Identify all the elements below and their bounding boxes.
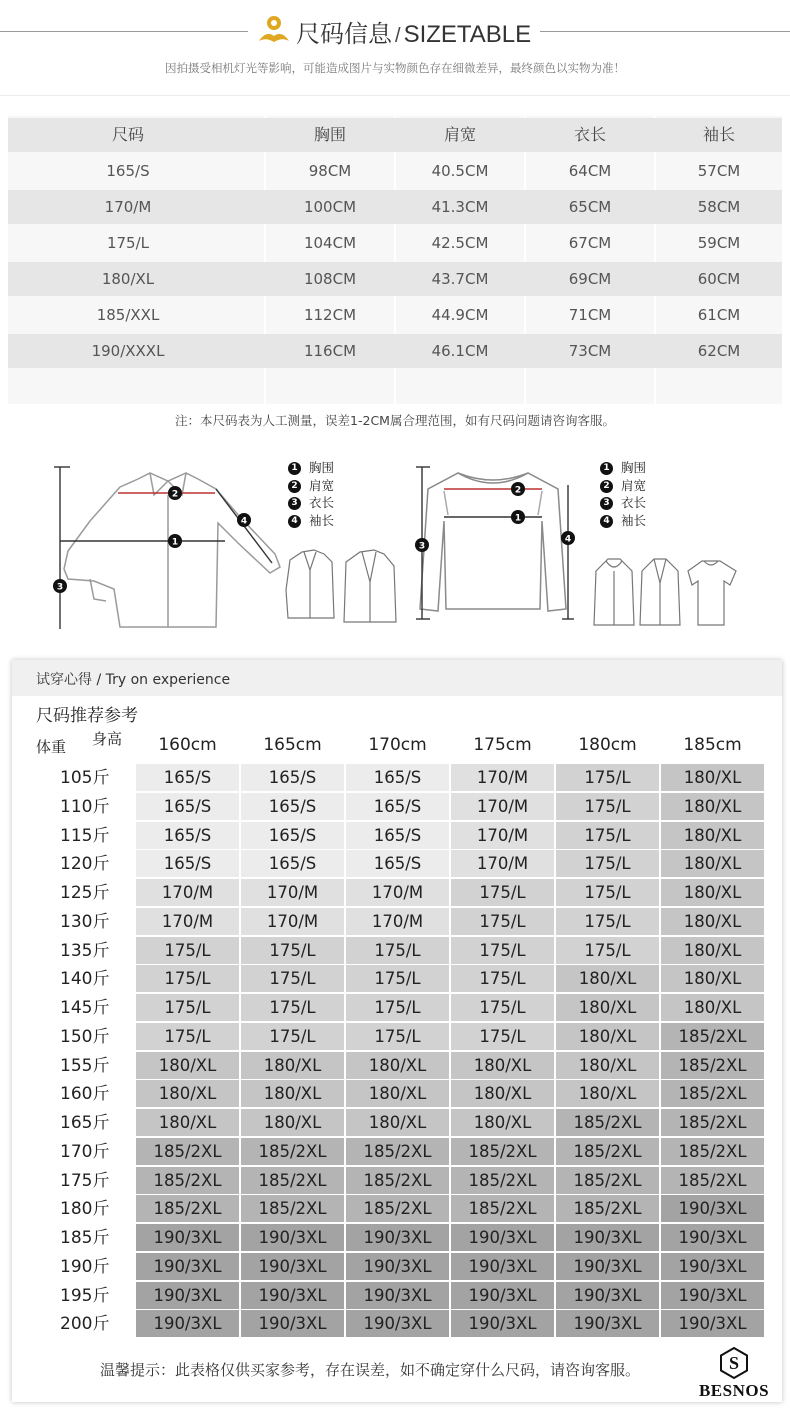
size-recommend-cell: 185/2XL: [451, 1138, 554, 1165]
height-column-header: 180cm: [578, 735, 637, 755]
size-recommend-cell: 175/L: [556, 879, 659, 906]
size-recommend-cell: 170/M: [136, 879, 239, 906]
size-recommend-cell: 185/2XL: [346, 1195, 449, 1222]
size-recommend-cell: 170/M: [451, 764, 554, 791]
size-recommend-cell: 180/XL: [241, 1080, 344, 1107]
size-table-header: [8, 118, 782, 152]
size-recommend-cell: 170/M: [241, 908, 344, 935]
try-on-title: 试穿心得 / Try on experience: [36, 672, 231, 688]
size-recommend-cell: 175/L: [346, 1023, 449, 1050]
size-recommend-cell: 190/3XL: [241, 1253, 344, 1280]
size-recommend-cell: 190/3XL: [451, 1310, 554, 1337]
size-table-header-cell: 袖长: [702, 125, 735, 144]
size-recommend-cell: 190/3XL: [136, 1282, 239, 1309]
size-table-cell: 170/M: [104, 198, 152, 216]
size-recommend-cell: 170/M: [451, 850, 554, 877]
weight-row-label: 195斤: [60, 1285, 110, 1306]
size-table-header-cell: 衣长: [573, 125, 606, 144]
size-recommend-cell: 165/S: [241, 850, 344, 877]
size-recommend-cell: 180/XL: [661, 879, 764, 906]
size-recommend-cell: 185/2XL: [346, 1167, 449, 1194]
legend-num-icon: 4: [600, 515, 613, 528]
legend-label: 衣长: [621, 495, 647, 510]
size-table-cell: 100CM: [303, 198, 357, 216]
size-recommend-cell: 170/M: [346, 908, 449, 935]
brand-name: BESNOS: [698, 1381, 770, 1400]
size-recommend-cell: 190/3XL: [346, 1282, 449, 1309]
legend-label: 胸围: [309, 460, 335, 475]
size-table-cell: 42.5CM: [431, 234, 489, 252]
size-recommend-cell: 180/XL: [451, 1080, 554, 1107]
size-table-cell: 67CM: [568, 234, 612, 252]
size-recommend-cell: 190/3XL: [556, 1253, 659, 1280]
size-recommend-cell: 190/3XL: [136, 1310, 239, 1337]
size-recommend-cell: 170/M: [346, 879, 449, 906]
size-recommend-cell: 175/L: [241, 994, 344, 1021]
size-recommend-cell: 175/L: [556, 937, 659, 964]
legend-item: [288, 477, 334, 495]
svg-text:4: 4: [240, 516, 248, 527]
size-table-cell: 104CM: [303, 234, 357, 252]
size-recommend-cell: 175/L: [136, 994, 239, 1021]
size-recommend-cell: 185/2XL: [661, 1109, 764, 1136]
size-table-header-cell: 尺码: [111, 125, 144, 144]
size-recommend-cell: 185/2XL: [136, 1138, 239, 1165]
height-column-header: 165cm: [263, 735, 322, 755]
size-recommend-cell: 180/XL: [661, 994, 764, 1021]
size-recommend-cell: 170/M: [241, 879, 344, 906]
size-recommend-cell: 175/L: [451, 1023, 554, 1050]
size-recommend-cell: 175/L: [451, 879, 554, 906]
size-table-row: [8, 226, 782, 260]
size-recommend-cell: 185/2XL: [346, 1138, 449, 1165]
weight-row-label: 130斤: [60, 911, 110, 932]
size-table-row: [8, 298, 782, 332]
title-en: SIZETABLE: [403, 21, 532, 48]
size-recommend-cell: 165/S: [136, 822, 239, 849]
size-table-cell: 40.5CM: [431, 162, 489, 180]
size-recommend-cell: 175/L: [556, 908, 659, 935]
size-recommend-cell: 190/3XL: [556, 1310, 659, 1337]
shirt-diagram: [50, 459, 290, 629]
header-rule-left: [0, 31, 248, 32]
size-recommend-cell: 185/2XL: [556, 1195, 659, 1222]
size-recommend-cell: 175/L: [346, 965, 449, 992]
size-table-cell: 73CM: [568, 342, 612, 360]
size-recommend-cell: 185/2XL: [661, 1080, 764, 1107]
legend-item: [600, 459, 646, 477]
size-recommend-cell: 165/S: [136, 850, 239, 877]
size-recommend-cell: 190/3XL: [346, 1310, 449, 1337]
weight-row-label: 200斤: [60, 1314, 110, 1335]
size-recommend-cell: 190/3XL: [661, 1282, 764, 1309]
size-table-row: [8, 154, 782, 188]
jackets-sketch: [280, 540, 400, 630]
try-on-section: [12, 660, 782, 1402]
size-recommend-cell: 170/M: [136, 908, 239, 935]
legend-label: 袖长: [621, 512, 647, 528]
size-table-cell: 65CM: [568, 198, 612, 216]
header-subtitle: 因拍摄受相机灯光等影响，可能造成图片与实物颜色存在细微差异，最终颜色以实物为准！: [165, 61, 625, 75]
size-table-cell: 112CM: [303, 306, 357, 324]
size-table-cell: 180/XL: [101, 270, 155, 288]
size-recommend-cell: 180/XL: [661, 965, 764, 992]
size-recommend-cell: 180/XL: [556, 1080, 659, 1107]
size-recommend-cell: 180/XL: [661, 908, 764, 935]
size-table-cell: 41.3CM: [431, 198, 489, 216]
svg-text:2: 2: [514, 485, 522, 496]
size-recommend-cell: 190/3XL: [346, 1224, 449, 1251]
size-table-row: [8, 190, 782, 224]
size-recommend-cell: 185/2XL: [136, 1195, 239, 1222]
gold-hanger-icon: [256, 12, 292, 48]
size-recommend-cell: 185/2XL: [556, 1109, 659, 1136]
size-recommend-cell: 180/XL: [556, 994, 659, 1021]
size-recommend-cell: 175/L: [136, 937, 239, 964]
weight-row-label: 145斤: [60, 998, 110, 1018]
size-recommend-cell: 185/2XL: [136, 1167, 239, 1194]
weight-row-label: 150斤: [60, 1026, 110, 1047]
size-table-cell: 62CM: [697, 342, 741, 360]
size-recommend-cell: 165/S: [346, 764, 449, 791]
weight-row-label: 180斤: [60, 1199, 110, 1220]
page-header: [0, 0, 790, 100]
legend-label: 衣长: [309, 495, 335, 510]
svg-text:2: 2: [171, 489, 179, 500]
size-recommend-cell: 180/XL: [136, 1080, 239, 1107]
size-recommend-cell: 180/XL: [346, 1052, 449, 1079]
title-cn: 尺码信息: [296, 21, 392, 48]
size-recommend-cell: 180/XL: [346, 1080, 449, 1107]
legend-num-icon: 3: [600, 497, 613, 510]
size-recommend-cell: 165/S: [346, 822, 449, 849]
size-recommend-cell: 175/L: [556, 764, 659, 791]
size-recommend-cell: 185/2XL: [661, 1167, 764, 1194]
weight-row-label: 125斤: [60, 883, 110, 903]
size-recommend-cell: 180/XL: [136, 1052, 239, 1079]
size-recommend-cell: 175/L: [556, 793, 659, 820]
weight-row-label: 140斤: [60, 969, 110, 990]
size-table-cell: 116CM: [303, 342, 357, 360]
size-recommend-cell: 180/XL: [346, 1109, 449, 1136]
size-recommend-cell: 180/XL: [451, 1109, 554, 1136]
weight-row-label: 135斤: [60, 940, 110, 961]
height-column-header: 185cm: [683, 735, 742, 755]
weight-row-label: 190斤: [60, 1256, 110, 1277]
size-recommend-cell: 165/S: [241, 793, 344, 820]
size-recommend-cell: 175/L: [451, 908, 554, 935]
size-recommend-cell: 190/3XL: [661, 1310, 764, 1337]
legend-num-icon: 3: [288, 497, 301, 510]
measurement-illustrations: [0, 445, 790, 645]
height-column-header: 175cm: [473, 735, 532, 755]
size-table-cell: 57CM: [697, 162, 741, 180]
size-recommend-cell: 185/2XL: [451, 1195, 554, 1222]
size-recommend-cell: 185/2XL: [241, 1195, 344, 1222]
title-separator: /: [395, 25, 401, 47]
size-table-cell: 43.7CM: [431, 270, 489, 288]
tops-sketch: [590, 553, 742, 633]
size-recommend-cell: 175/L: [136, 1023, 239, 1050]
size-recommend-cell: 190/3XL: [451, 1224, 554, 1251]
size-table-header-cell: 肩宽: [443, 125, 476, 144]
size-table-cell: 165/S: [106, 162, 150, 180]
legend-num-icon: 2: [600, 480, 613, 493]
size-recommend-cell: 180/XL: [136, 1109, 239, 1136]
legend-num-icon: 4: [288, 515, 301, 528]
size-recommend-cell: 190/3XL: [556, 1224, 659, 1251]
size-recommend-cell: 165/S: [241, 822, 344, 849]
header-divider: [0, 95, 790, 96]
size-table: [8, 116, 782, 404]
size-table-row: [8, 262, 782, 296]
size-table-cell: 64CM: [568, 162, 612, 180]
size-recommend-cell: 185/2XL: [661, 1138, 764, 1165]
page-title: [296, 14, 531, 48]
size-table-cell: 175/L: [106, 234, 150, 252]
size-recommend-cell: 175/L: [556, 850, 659, 877]
legend-num-icon: 2: [288, 480, 301, 493]
weight-row-label: 165斤: [60, 1113, 110, 1133]
size-table-cell: 58CM: [697, 198, 741, 216]
size-recommend-cell: 170/M: [451, 822, 554, 849]
size-recommend-cell: 190/3XL: [241, 1310, 344, 1337]
size-recommend-cell: 165/S: [346, 793, 449, 820]
legend-num-icon: 1: [288, 462, 301, 475]
legend-label: 肩宽: [309, 477, 335, 493]
size-recommend-cell: 185/2XL: [451, 1167, 554, 1194]
size-recommend-cell: 180/XL: [661, 764, 764, 791]
size-recommend-cell: 175/L: [451, 965, 554, 992]
size-recommend-cell: 175/L: [241, 937, 344, 964]
size-recommend-cell: 190/3XL: [241, 1282, 344, 1309]
height-column-header: 170cm: [368, 735, 427, 755]
size-recommend-cell: 180/XL: [661, 850, 764, 877]
size-recommend-cell: 185/2XL: [661, 1052, 764, 1079]
svg-text:1: 1: [171, 537, 179, 548]
footer-tip: 温馨提示：此表格仅供买家参考，存在误差，如不确定穿什么尺码，请咨询客服。: [100, 1361, 641, 1379]
weight-row-label: 120斤: [60, 854, 110, 875]
size-recommend-cell: 190/3XL: [136, 1253, 239, 1280]
size-recommend-cell: 185/2XL: [556, 1138, 659, 1165]
legend-item: [288, 494, 334, 512]
legend-label: 胸围: [621, 460, 647, 475]
size-recommend-cell: 180/XL: [451, 1052, 554, 1079]
weight-row-label: 185斤: [60, 1228, 110, 1248]
weight-row-label: 170斤: [60, 1141, 110, 1162]
size-recommend-cell: 190/3XL: [451, 1282, 554, 1309]
legend-item: [600, 494, 646, 512]
svg-text:3: 3: [56, 582, 64, 593]
legend-item: [288, 459, 334, 477]
brand-logo-icon: [718, 1347, 750, 1379]
legend-item: [288, 512, 334, 530]
size-table-cell: 190/XXXL: [91, 342, 165, 360]
size-recommend-cell: 180/XL: [661, 793, 764, 820]
size-recommend-cell: 185/2XL: [661, 1023, 764, 1050]
legend-label: 肩宽: [621, 477, 647, 493]
height-axis-label: 身高: [92, 730, 123, 748]
size-recommend-cell: 175/L: [556, 822, 659, 849]
size-table-header-cell: 胸围: [313, 125, 346, 144]
weight-row-label: 160斤: [60, 1084, 110, 1105]
size-recommend-cell: 175/L: [451, 994, 554, 1021]
size-recommend-cell: 190/3XL: [136, 1224, 239, 1251]
size-recommend-cell: 185/2XL: [241, 1167, 344, 1194]
size-recommend-cell: 180/XL: [556, 1052, 659, 1079]
shirt-measure-legend: [288, 459, 334, 529]
weight-row-label: 110斤: [60, 796, 110, 817]
size-recommend-cell: 180/XL: [661, 937, 764, 964]
legend-item: [600, 477, 646, 495]
size-recommend-cell: 190/3XL: [661, 1195, 764, 1222]
size-recommend-cell: 190/3XL: [556, 1282, 659, 1309]
svg-text:1: 1: [514, 513, 522, 524]
size-recommend-cell: 190/3XL: [346, 1253, 449, 1280]
size-table-cell: 60CM: [697, 270, 741, 288]
size-recommend-cell: 190/3XL: [241, 1224, 344, 1251]
size-recommend-cell: 190/3XL: [451, 1253, 554, 1280]
size-table-cell: 69CM: [568, 270, 612, 288]
size-table-cell: 185/XXL: [96, 306, 160, 324]
weight-row-label: 105斤: [60, 768, 110, 788]
size-table-row: [8, 334, 782, 368]
header-rule-right: [540, 31, 790, 32]
size-recommend-cell: 190/3XL: [661, 1253, 764, 1280]
size-recommend-cell: 175/L: [346, 937, 449, 964]
size-recommend-cell: 180/XL: [661, 822, 764, 849]
legend-item: [600, 512, 646, 530]
svg-text:3: 3: [418, 541, 426, 552]
size-recommend-cell: 175/L: [241, 1023, 344, 1050]
size-recommend-cell: 175/L: [451, 937, 554, 964]
height-column-header: 160cm: [158, 735, 217, 755]
size-recommend-cell: 175/L: [241, 965, 344, 992]
size-recommend-cell: 165/S: [241, 764, 344, 791]
legend-label: 袖长: [309, 512, 335, 528]
weight-row-label: 115斤: [60, 825, 110, 846]
size-recommend-cell: 175/L: [346, 994, 449, 1021]
size-table-cell: 59CM: [697, 234, 741, 252]
recommend-label: 尺码推荐参考: [36, 706, 138, 726]
size-table-cell: 44.9CM: [431, 306, 489, 324]
size-recommend-cell: 170/M: [451, 793, 554, 820]
legend-num-icon: 1: [600, 462, 613, 475]
size-recommend-cell: 165/S: [136, 793, 239, 820]
size-recommend-cell: 185/2XL: [556, 1167, 659, 1194]
weight-row-label: 155斤: [60, 1055, 110, 1076]
size-recommend-cell: 165/S: [136, 764, 239, 791]
sweater-measure-legend: [600, 459, 646, 529]
size-table-cell: 108CM: [303, 270, 357, 288]
size-recommend-cell: 185/2XL: [241, 1138, 344, 1165]
size-table-note: 注：本尺码表为人工测量，误差1-2CM属合理范围，如有尺码问题请咨询客服。: [175, 413, 615, 428]
size-table-cell: 98CM: [308, 162, 352, 180]
size-recommend-cell: 175/L: [136, 965, 239, 992]
weight-row-label: 175斤: [60, 1170, 110, 1191]
size-table-cell: 46.1CM: [431, 342, 489, 360]
weight-axis-label: 体重: [36, 738, 67, 756]
size-table-cell: 71CM: [568, 306, 612, 324]
svg-text:S: S: [728, 1353, 740, 1373]
size-recommend-cell: 180/XL: [556, 1023, 659, 1050]
size-recommend-cell: 180/XL: [556, 965, 659, 992]
size-recommend-cell: 180/XL: [241, 1109, 344, 1136]
size-recommend-cell: 165/S: [346, 850, 449, 877]
try-on-header: [12, 660, 782, 696]
size-recommend-cell: 190/3XL: [661, 1224, 764, 1251]
svg-text:4: 4: [564, 534, 572, 545]
size-table-cell: 61CM: [697, 306, 741, 324]
size-recommend-cell: 180/XL: [241, 1052, 344, 1079]
sweater-diagram: [408, 459, 578, 629]
